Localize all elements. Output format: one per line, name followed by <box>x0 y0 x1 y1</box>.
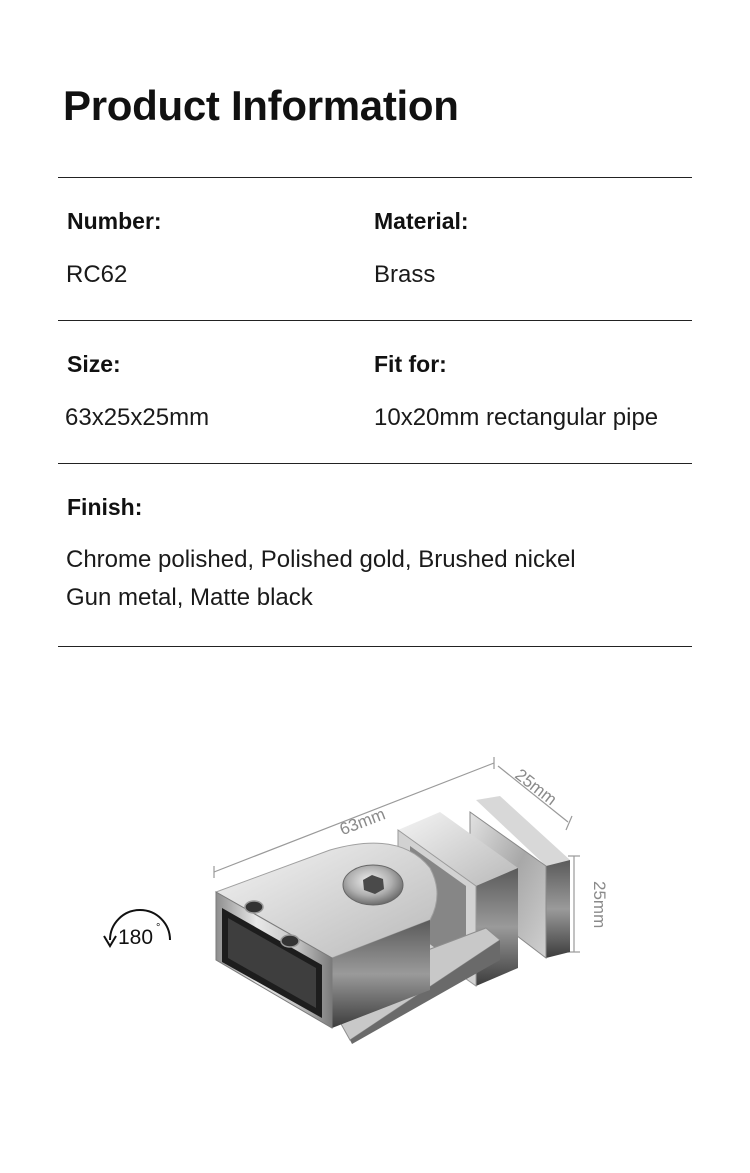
number-value: RC62 <box>66 261 128 288</box>
product-illustration <box>0 740 750 1070</box>
divider <box>58 177 692 178</box>
fit-for-value: 10x20mm rectangular pipe <box>374 404 659 431</box>
rotation-value: 180 <box>118 926 154 949</box>
size-label: Size: <box>67 351 121 377</box>
finish-label: Finish: <box>67 494 143 520</box>
fit-for-label: Fit for: <box>374 351 447 377</box>
finish-line-1: Chrome polished, Polished gold, Brushed nickel <box>66 546 576 573</box>
divider <box>58 646 692 647</box>
set-screw-hole-icon <box>245 901 263 913</box>
material-value: Brass <box>374 261 436 288</box>
divider <box>58 320 692 321</box>
size-value: 63x25x25mm <box>65 404 210 431</box>
dim-width-label: 25mm <box>511 765 561 810</box>
number-label: Number: <box>67 208 162 234</box>
divider <box>58 463 692 464</box>
dim-height-label: 25mm <box>590 881 609 929</box>
finish-line-2: Gun metal, Matte black <box>66 584 313 611</box>
material-label: Material: <box>374 208 469 234</box>
set-screw-hole-icon <box>281 935 299 947</box>
rotation-indicator <box>104 910 170 949</box>
dim-length-label: 63mm <box>336 804 388 840</box>
rotation-unit: ° <box>156 922 161 934</box>
finish-value <box>66 541 576 617</box>
page-title: Product Information <box>63 82 459 129</box>
